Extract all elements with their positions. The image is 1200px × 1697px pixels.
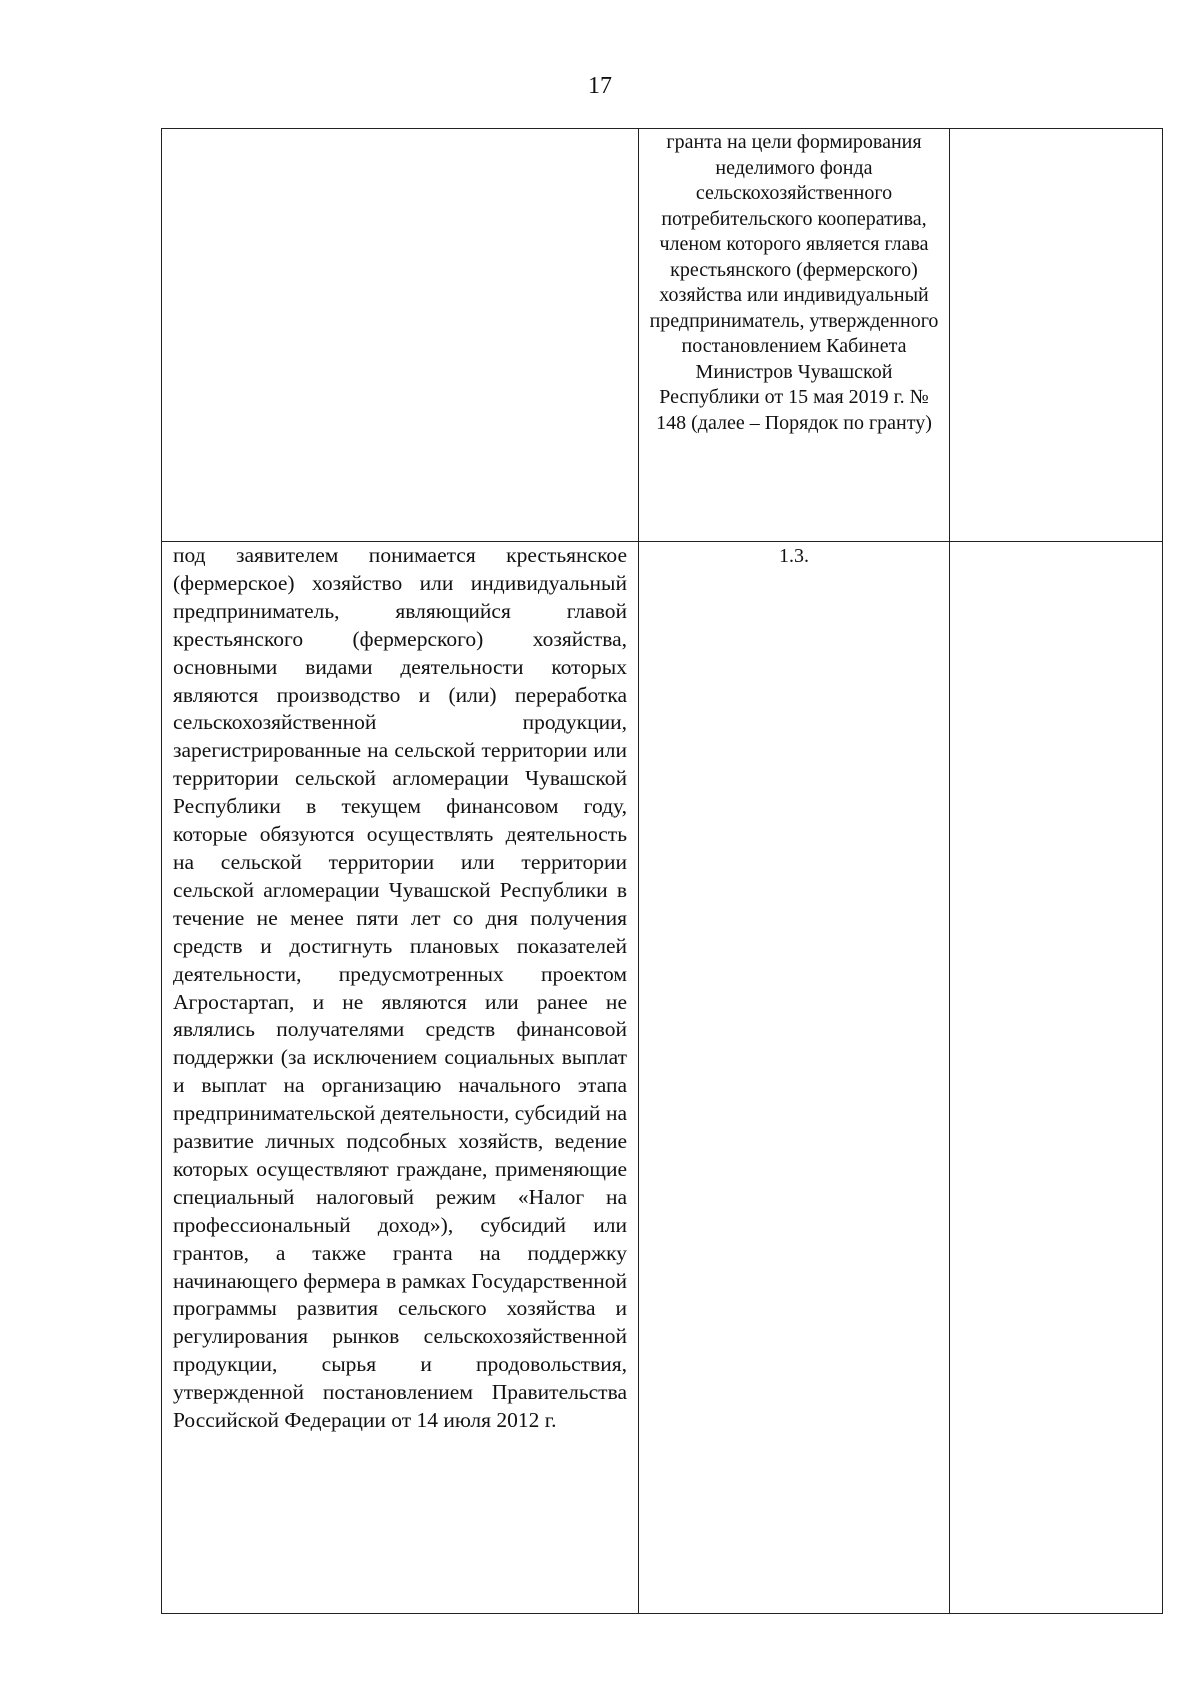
table-row <box>162 129 1163 542</box>
table-cell-empty <box>950 542 1163 1614</box>
table-cell <box>162 542 639 1614</box>
table-cell <box>639 542 950 1614</box>
applicant-definition-text: под заявителем понимается крестьянское (фермерское) хозяйство или индивидуальный предприниматель, являющийся главой крестьянского (фермерского) хозяйства, основными видами деятельности которых являются производство и (или) переработка сельскохозяйственной продукции, зарегистрированные на сельской территории или территории сельской агломерации Чувашской Республики в текущем финансовом году, которые обязуются осуществлять деятельность на сельской территории или территории сельской агломерации Чувашской Республики в течение не менее пяти лет со дня получения средств и достигнуть плановых показателей деятельности, предусмотренных проектом Агростартап, и не являются или ранее не являлись получателями средств финансовой поддержки (за исключением социальных выплат и выплат на организацию начального этапа предпринимательской деятельности, субсидий на развитие личных подсобных хозяйств, ведение которых осуществляют граждане, применяющие специальный налоговый режим «Налог на профессиональный доход»), субсидий или грантов, а также гранта на поддержку начинающего фермера в рамках Государственной программы развития сельского хозяйства и регулирования рынков сельскохозяйственной продукции, сырья и продовольствия, утвержденной постановлением Правительства Российской Федерации от 14 июля 2012 г. <box>173 543 627 1433</box>
table-cell-empty <box>950 129 1163 542</box>
grant-procedure-text: гранта на цели формирования неделимого фонда сельскохозяйственного потребительского кооператива, членом которого является глава крестьянского (фермерского) хозяйства или индивидуальный предприниматель, утвержденного постановлением Кабинета Министров Чувашской Республики от 15 мая 2019 г. № 148 (далее – Порядок по гранту) <box>649 131 939 434</box>
page-number: 17 <box>588 73 612 99</box>
table-cell-empty <box>162 129 639 542</box>
table-row <box>162 542 1163 1614</box>
table-cell <box>639 129 950 542</box>
document-table <box>161 128 1163 1614</box>
section-number: 1.3. <box>779 545 809 567</box>
